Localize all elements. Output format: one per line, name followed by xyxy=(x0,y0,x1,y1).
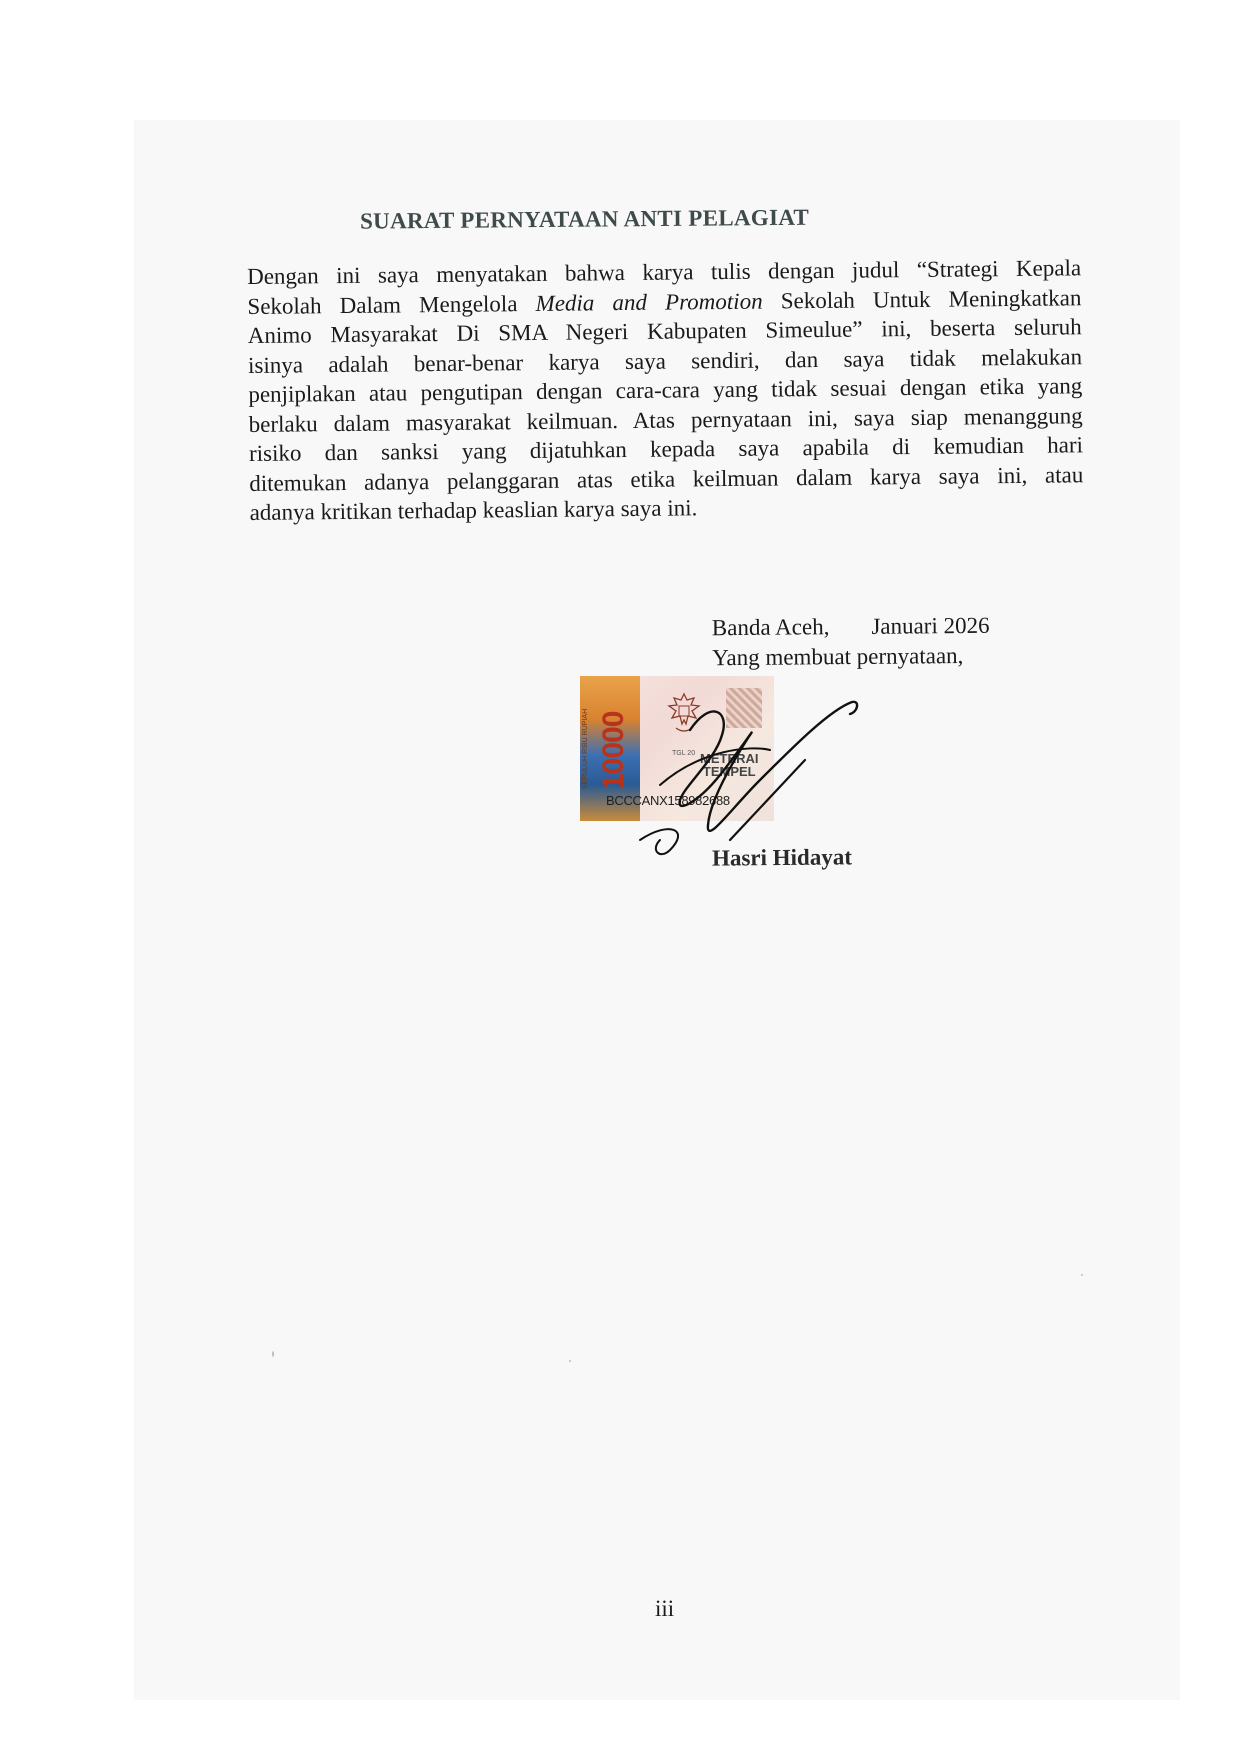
scan-speck xyxy=(272,1351,274,1357)
italic-phrase: Media and Promotion xyxy=(535,288,763,316)
paragraph-line: ditemukan adanya pelanggaran atas etika keilmuan dalam karya saya ini, atau xyxy=(249,461,1084,496)
page-number: iii xyxy=(655,1596,675,1621)
date: Januari 2026 xyxy=(871,612,990,639)
stamp-date-field: TGL 20 xyxy=(672,750,696,757)
signer-name: Hasri Hidayat xyxy=(711,844,853,871)
handwritten-signature xyxy=(630,690,870,860)
place: Banda Aceh, xyxy=(711,614,830,641)
paragraph-line: Animo Masyarakat Di SMA Negeri Kabupaten Simeulue” ini, beserta seluruh xyxy=(247,314,1082,348)
paragraph-line: berlaku dalam masyarakat keilmuan. Atas pernyataan ini, saya siap menanggung xyxy=(248,402,1083,437)
closing-line: Yang membuat pernyataan, xyxy=(712,643,964,671)
paragraph-line: Dengan ini saya menyatakan bahwa karya tulis dengan judul “Strategi Kepala xyxy=(247,255,1082,289)
paragraph-line: risiko dan sanksi yang dijatuhkan kepada saya apabila di kemudian hari xyxy=(248,432,1084,466)
stamp-serial: BCCCANX158982688 xyxy=(606,793,730,808)
paragraph-line: Sekolah Dalam Mengelola Media and Promotion Sekolah Untuk Meningkatkan xyxy=(247,284,1082,319)
stamp-label: METERAI TEMPEL xyxy=(700,751,759,779)
stamp-side-text: SEPULUH RIBU RUPIAH xyxy=(582,708,589,790)
paragraph-line: adanya kritikan terhadap keaslian karya saya ini. xyxy=(249,495,698,525)
statement-paragraph xyxy=(247,253,1084,527)
paragraph-line: isinya adalah benar-benar karya saya sendiri, dan saya tidak melakukan xyxy=(247,343,1083,378)
place-date-line xyxy=(712,611,990,643)
stamp-value: 10000 xyxy=(597,711,630,791)
scan-speck xyxy=(1081,1274,1083,1276)
paragraph-line: penjiplakan atau pengutipan dengan cara-cara yang tidak sesuai dengan etika yang xyxy=(248,373,1083,407)
signature-block xyxy=(712,611,990,673)
document-title: SUARAT PERNYATAAN ANTI PELAGIAT xyxy=(359,204,810,234)
scan-speck xyxy=(569,1360,571,1362)
